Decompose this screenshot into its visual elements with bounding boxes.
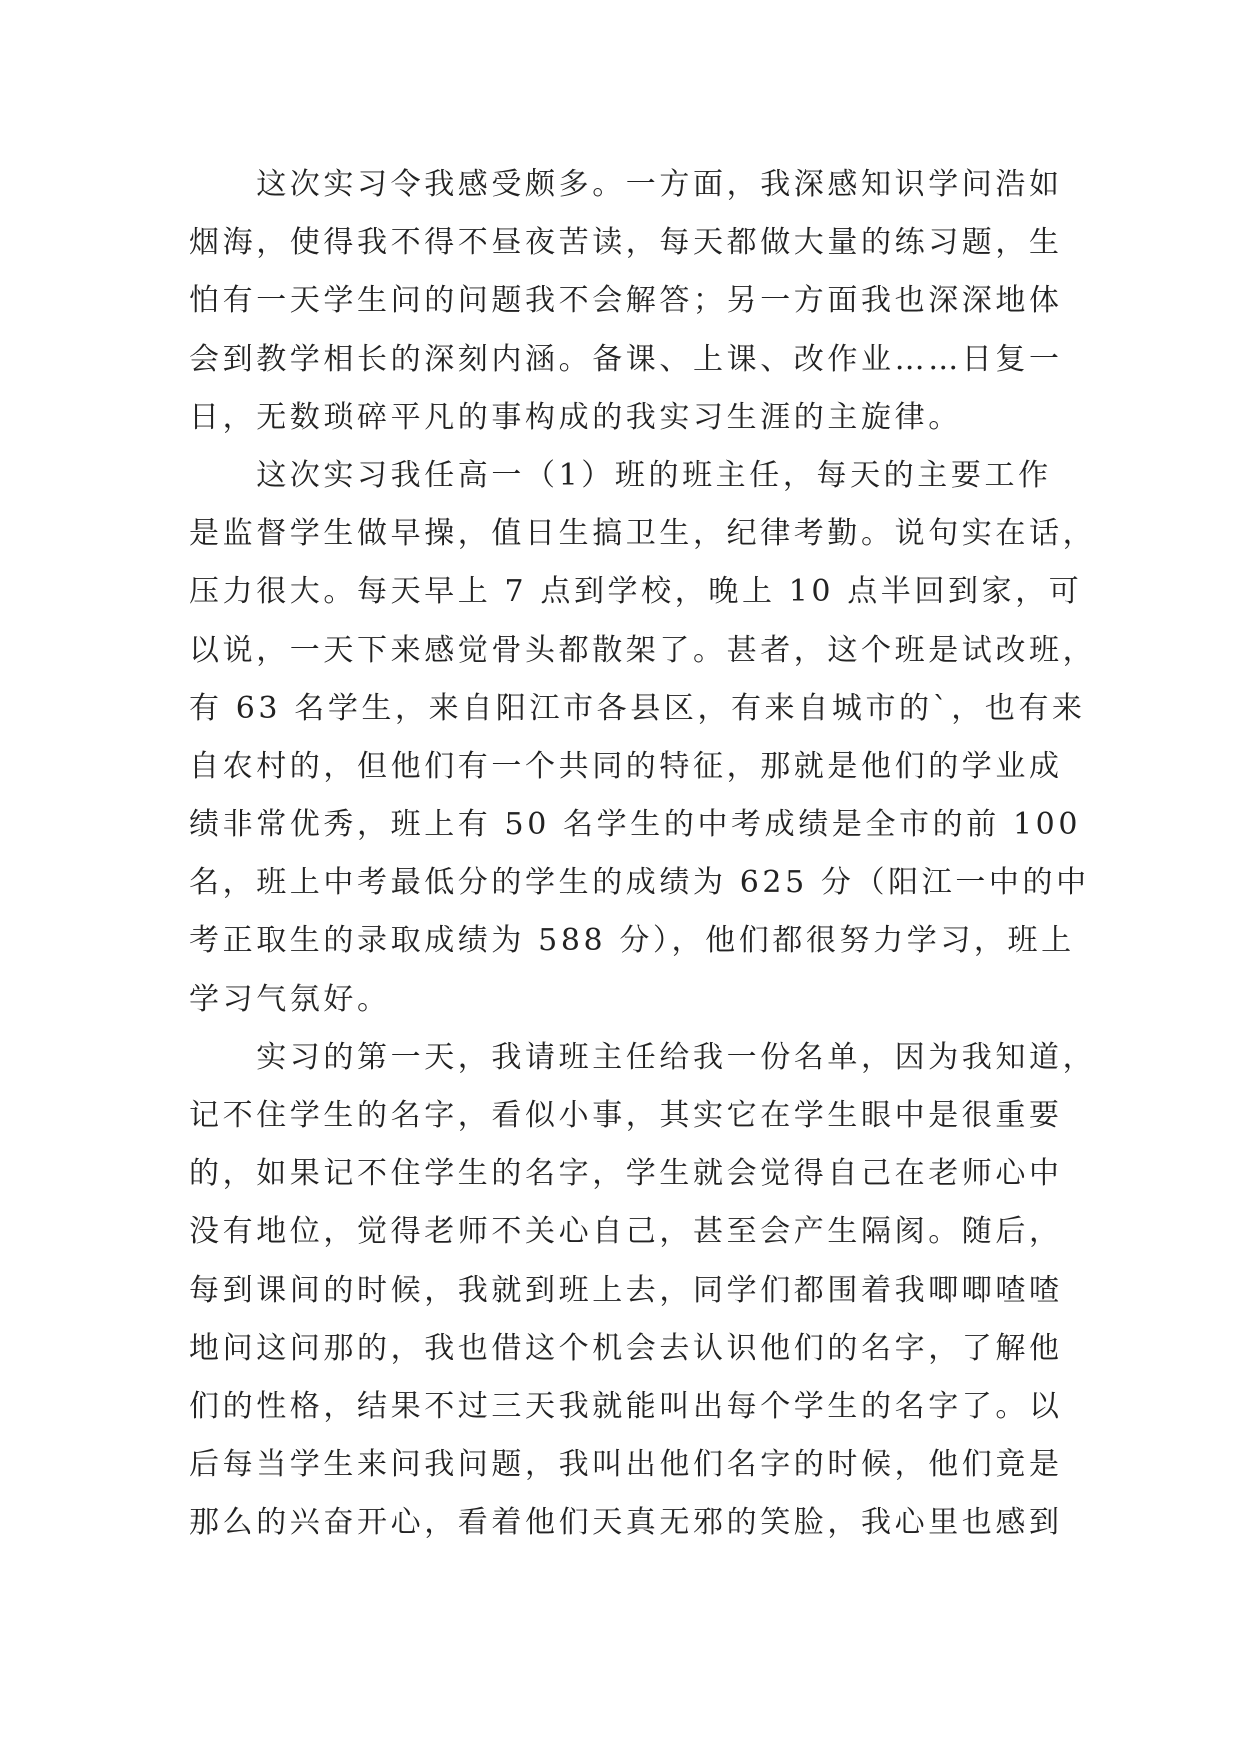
text-line: 实习的第一天，我请班主任给我一份名单，因为我知道， <box>189 1039 1097 1075</box>
text-line: 记不住学生的名字，看似小事，其实它在学生眼中是很重要 <box>189 1098 1063 1133</box>
document-body <box>189 156 1097 1553</box>
text-line: 学习气氛好。 <box>189 981 391 1017</box>
text-line: 后每当学生来问我问题，我叫出他们名字的时候，他们竟是 <box>189 1447 1063 1483</box>
text-line: 是监督学生做早操，值日生搞卫生，纪律考勤。说句实在话， <box>189 516 1097 552</box>
text-line: 这次实习令我感受颇多。一方面，我深感知识学问浩如 <box>189 167 1063 202</box>
text-line: 有 63 名学生，来自阳江市各县区，有来自城市的`，也有来 <box>189 690 1086 726</box>
text-line: 每到课间的时候，我就到班上去，同学们都围着我唧唧喳喳 <box>189 1272 1063 1308</box>
text-line: 绩非常优秀，班上有 50 名学生的中考成绩是全市的前 100 <box>189 807 1082 843</box>
text-line: 自农村的，但他们有一个共同的特征，那就是他们的学业成 <box>189 748 1063 784</box>
text-line: 那么的兴奋开心，看着他们天真无邪的笑脸，我心里也感到 <box>189 1505 1063 1541</box>
paragraph-3 <box>189 1029 1097 1553</box>
text-line: 日，无数琐碎平凡的事构成的我实习生涯的主旋律。 <box>189 399 962 435</box>
text-line: 会到教学相长的深刻内涵。备课、上课、改作业……日复一 <box>189 341 1063 377</box>
text-line: 没有地位，觉得老师不关心自己，甚至会产生隔阂。随后， <box>189 1214 1063 1250</box>
text-line: 们的性格，结果不过三天我就能叫出每个学生的名字了。以 <box>189 1388 1063 1424</box>
text-line: 以说，一天下来感觉骨头都散架了。甚者，这个班是试改班， <box>189 632 1097 668</box>
paragraph-2 <box>189 447 1097 1029</box>
paragraph-1 <box>189 156 1063 447</box>
text-line: 地问这问那的，我也借这个机会去认识他们的名字，了解他 <box>189 1330 1063 1366</box>
text-line: 怕有一天学生问的问题我不会解答；另一方面我也深深地体 <box>189 283 1063 319</box>
text-line: 名，班上中考最低分的学生的成绩为 625 分（阳江一中的中 <box>189 865 1090 901</box>
text-line: 压力很大。每天早上 7 点到学校，晚上 10 点半回到家，可 <box>189 574 1083 610</box>
text-line: 考正取生的录取成绩为 588 分），他们都很努力学习，班上 <box>189 923 1075 959</box>
text-line: 这次实习我任高一（1）班的班主任，每天的主要工作 <box>189 457 1052 493</box>
text-line: 的，如果记不住学生的名字，学生就会觉得自己在老师心中 <box>189 1156 1063 1192</box>
text-line: 烟海，使得我不得不昼夜苦读，每天都做大量的练习题，生 <box>189 225 1063 261</box>
